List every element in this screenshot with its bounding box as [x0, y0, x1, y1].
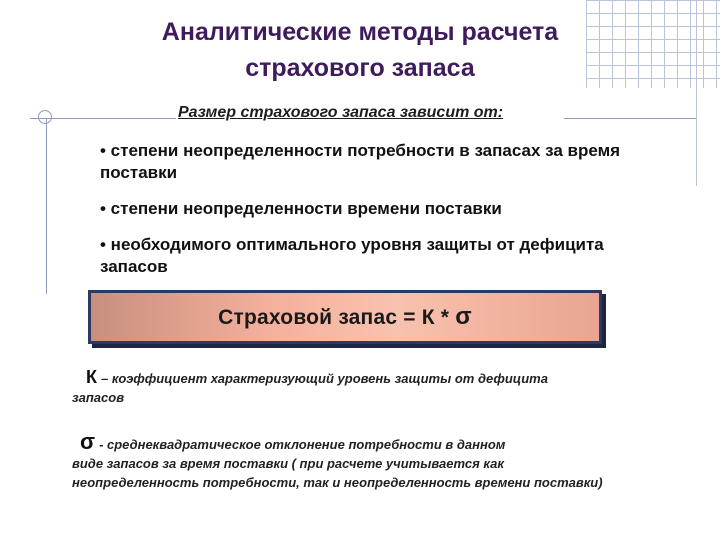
bullet-list — [100, 140, 660, 292]
formula-label: Страховой запас = К * — [218, 306, 456, 329]
definition-k-continuation: запасов — [72, 390, 125, 405]
formula-text — [218, 303, 472, 331]
symbol-sigma: σ — [80, 429, 96, 454]
definition-sigma — [72, 429, 632, 492]
slide-subtitle: Размер страхового запаса зависит от: — [178, 104, 504, 121]
definition-k-text: – коэффициент характеризующий уровень защиты от дефицита — [101, 371, 548, 386]
slide-title — [90, 14, 630, 86]
bullet-item: • степени неопределенности потребности в запасах за время поставки — [100, 141, 621, 182]
formula-box — [88, 290, 602, 344]
decorative-vertical-rule — [46, 118, 47, 294]
definition-sigma-continuation: виде запасов за время поставки ( при расчете учитывается как неопределенность потребности, так и неопределенность времени поставки) — [72, 456, 603, 490]
formula-sigma: σ — [455, 303, 472, 330]
title-line-1: Аналитические методы расчета — [161, 18, 559, 46]
bullet-item: • степени неопределенности времени поставки — [100, 199, 502, 218]
decorative-horizontal-rule-right — [564, 118, 696, 119]
decorative-vertical-rule-right — [696, 0, 697, 186]
symbol-k: К — [86, 367, 97, 387]
definition-sigma-text: - среднеквадратическое отклонение потребности в данном — [99, 437, 506, 452]
title-line-2: страхового запаса — [245, 54, 475, 82]
definition-k — [72, 368, 632, 407]
decorative-circle-icon — [38, 110, 52, 124]
bullet-item: • необходимого оптимального уровня защиты от дефицита запасов — [100, 235, 604, 276]
